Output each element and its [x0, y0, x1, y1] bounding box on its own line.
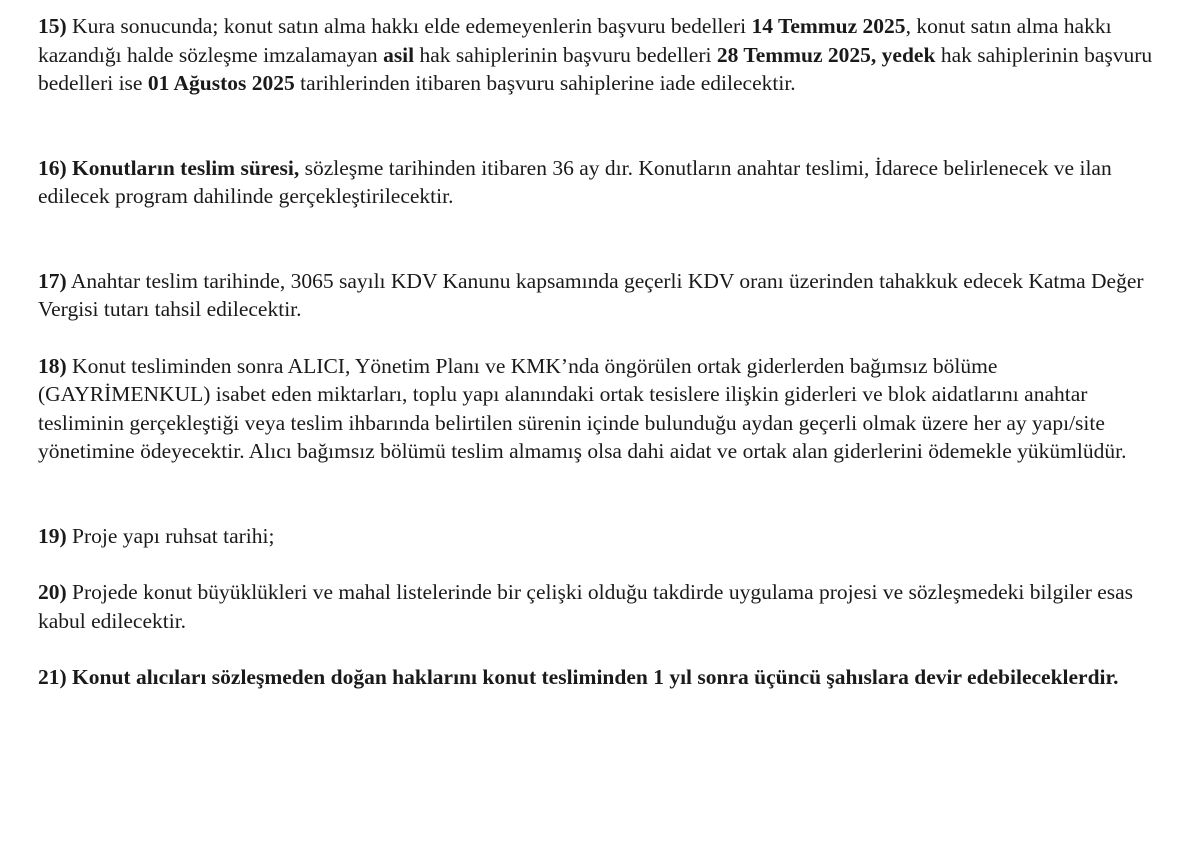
clause-15-text-5: tarihlerinden itibaren başvuru sahiplerine iade edilecektir.: [294, 71, 796, 95]
clause-18-number: 18): [38, 353, 67, 378]
clause-16: [38, 154, 1168, 211]
clause-15-text-1: Kura sonucunda; konut satın alma hakkı elde edemeyenlerin başvuru bedelleri: [66, 14, 752, 38]
clause-20: [38, 578, 1168, 635]
clause-15-number: 15): [38, 14, 67, 38]
clause-21-text: 21) Konut alıcıları sözleşmeden doğan haklarını konut tesliminden 1 yıl sonra üçüncü şahıslara devir edebileceklerdir.: [38, 665, 1119, 689]
clause-16-text: sözleşme tarihinden itibaren 36 ay dır. Konutların anahtar teslimi, İdarece belirlenecek ve ilan edilecek program dahilinde gerçekleştirilecektir.: [38, 155, 1112, 208]
clause-15-text-3: hak sahiplerinin başvuru bedelleri: [414, 42, 717, 67]
clause-17-text: Anahtar teslim tarihinde, 3065 sayılı KDV Kanunu kapsamında geçerli KDV oranı üzerinden tahakkuk edecek Katma Değer Vergisi tutarı tahsil edilecektir.: [38, 268, 1144, 321]
clause-19-text: Proje yapı ruhsat tarihi;: [66, 523, 275, 548]
clause-15-date-yedek: 01 Ağustos 2025: [147, 71, 295, 95]
clause-18-text: Konut tesliminden sonra ALICI, Yönetim Planı ve KMK’nda öngörülen ortak giderlerden bağımsız bölüme (GAYRİMENKUL) isabet eden miktarları, toplu yapı alanındaki ortak tesislere ilişkin giderleri ve blok aidatlarını anahtar tesliminin gerçekleştiği veya teslim ihbarında belirtilen sürenin içinde bulunduğu aydan geçerli olmak üzere her ay yapı/site yönetimine ödeyecektir. Alıcı bağımsız bölümü teslim almamış olsa dahi aidat ve ortak alan giderlerini ödemekle yükümlüdür.: [38, 353, 1127, 463]
clause-20-text: Projede konut büyüklükleri ve mahal listelerinde bir çelişki olduğu takdirde uygulama projesi ve sözleşmedeki bilgiler esas kabul edilecektir.: [38, 580, 1134, 633]
clause-19: [38, 522, 1168, 551]
clause-15: [38, 12, 1168, 98]
clause-17-number: 17): [38, 268, 67, 293]
clause-18: [38, 352, 1168, 466]
clause-21: [38, 663, 1168, 692]
clause-20-number: 20): [38, 580, 67, 604]
clause-15-date-asil-yedek: 28 Temmuz 2025, yedek: [716, 42, 936, 67]
document-body: [38, 12, 1168, 692]
clause-15-asil: asil: [383, 42, 415, 67]
clause-16-heading: 16) Konutların teslim süresi,: [38, 155, 300, 180]
clause-17: [38, 267, 1168, 324]
clause-15-date-refund-losers: 14 Temmuz 2025: [751, 14, 906, 38]
clause-15-text-4: hak sahiplerinin başvuru bedelleri ise: [38, 42, 1153, 95]
clause-15-text-2: , konut satın alma hakkı kazandığı halde sözleşme imzalamayan: [38, 14, 1112, 67]
clause-19-number: 19): [38, 523, 67, 548]
